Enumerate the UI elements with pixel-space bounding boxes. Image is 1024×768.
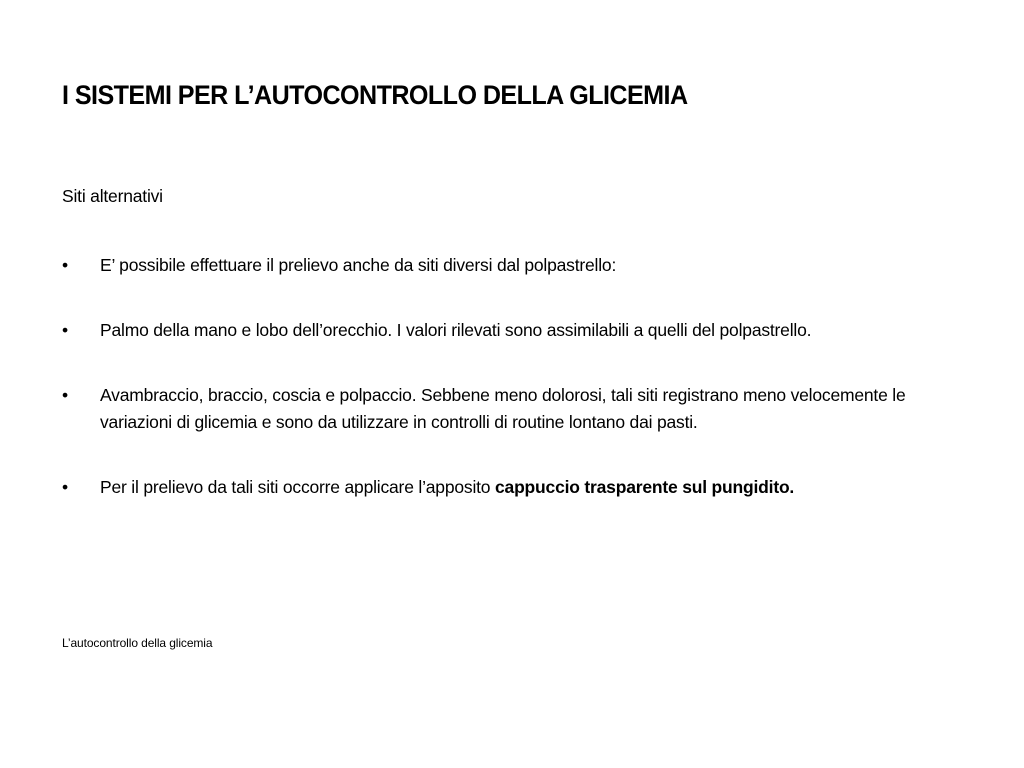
- bullet-text: Avambraccio, braccio, coscia e polpaccio. Sebbene meno dolorosi, tali siti registrano meno velocemente le variazioni di glicemia e sono da utilizzare in controlli di routine lontano dai pasti.: [100, 385, 906, 432]
- bullet-list: [62, 252, 952, 539]
- bullet-item: [62, 317, 952, 344]
- bullet-text: Per il prelievo da tali siti occorre applicare l’apposito: [100, 477, 495, 497]
- bullet-text: E’ possibile effettuare il prelievo anche da siti diversi dal polpastrello:: [100, 255, 617, 275]
- bullet-item: [62, 382, 952, 436]
- slide-footer: L’autocontrollo della glicemia: [62, 636, 213, 650]
- bullet-text: Palmo della mano e lobo dell’orecchio. I valori rilevati sono assimilabili a quelli del polpastrello.: [100, 320, 812, 340]
- bullet-bold-text: cappuccio trasparente sul pungidito.: [495, 477, 795, 497]
- bullet-marker: •: [62, 385, 68, 405]
- bullet-item: [62, 252, 952, 279]
- bullet-item: [62, 474, 952, 501]
- bullet-marker: •: [62, 477, 68, 497]
- slide-subtitle: Siti alternativi: [62, 186, 163, 206]
- bullet-marker: •: [62, 320, 68, 340]
- bullet-marker: •: [62, 255, 68, 275]
- slide-title: I SISTEMI PER L’AUTOCONTROLLO DELLA GLICEMIA: [62, 80, 688, 110]
